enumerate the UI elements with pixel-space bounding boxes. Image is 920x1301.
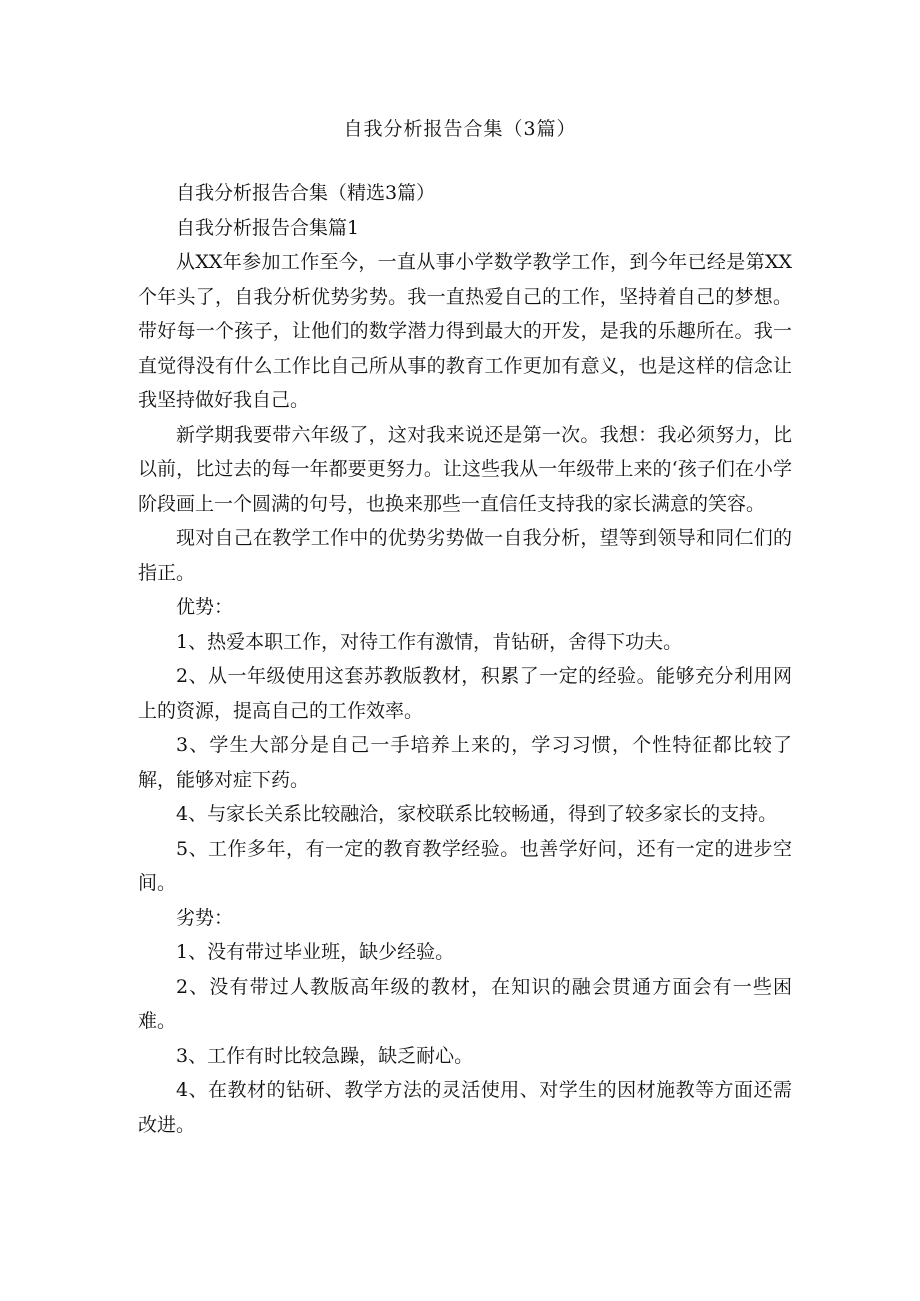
- weakness-item: 3、工作有时比较急躁，缺乏耐心。: [176, 1044, 474, 1067]
- document-subtitle: 自我分析报告合集（精选3篇）: [176, 182, 436, 204]
- weaknesses-heading: 劣势：: [176, 906, 234, 929]
- weakness-item: 1、没有带过毕业班，缺少经验。: [176, 941, 455, 963]
- strength-item: 5、工作多年，有一定的教育教学经验。也善学好问，还有一定的进步空间。: [138, 837, 792, 894]
- paragraph: 从XX年参加工作至今，一直从事小学数学教学工作，到今年已经是第XX个年头了，自我分析优势劣势。我一直热爱自己的工作，坚持着自己的梦想。带好每一个孩子，让他们的数学潜力得到最大的开发，是我的乐趣所在。我一直觉得没有什么工作比自己所从事的教育工作更加有意义，也是这样的信念让我坚持做好我自己。: [138, 251, 792, 411]
- strength-item: 1、热爱本职工作，对待工作有激情，肯钻研，舍得下功夫。: [176, 630, 683, 653]
- section-title: 自我分析报告合集篇1: [176, 216, 360, 239]
- strengths-heading: 优势：: [176, 596, 234, 618]
- strength-item: 2、从一年级使用这套苏教版教材，积累了一定的经验。能够充分利用网上的资源，提高自己的工作效率。: [138, 665, 792, 722]
- paragraph: 新学期我要带六年级了，这对我来说还是第一次。我想：我必须努力，比以前，比过去的每一年都要更努力。让这些我从一年级带上来的‘孩子们在小学阶段画上一个圆满的句号，也换来那些一直信任支持我的家长满意的笑容。: [138, 423, 792, 515]
- document-body: [138, 176, 792, 1142]
- strength-item: 3、学生大部分是自己一手培养上来的，学习习惯，个性特征都比较了解，能够对症下药。: [138, 734, 792, 791]
- weakness-item: 2、没有带过人教版高年级的教材，在知识的融会贯通方面会有一些困难。: [138, 975, 792, 1032]
- document-title: 自我分析报告合集（3篇）: [343, 118, 577, 140]
- paragraph: 现对自己在教学工作中的优势劣势做一自我分析，望等到领导和同仁们的指正。: [138, 527, 792, 584]
- strength-item: 4、与家长关系比较融洽，家校联系比较畅通，得到了较多家长的支持。: [176, 803, 778, 825]
- weakness-item: 4、在教材的钻研、教学方法的灵活使用、对学生的因材施教等方面还需改进。: [138, 1079, 792, 1136]
